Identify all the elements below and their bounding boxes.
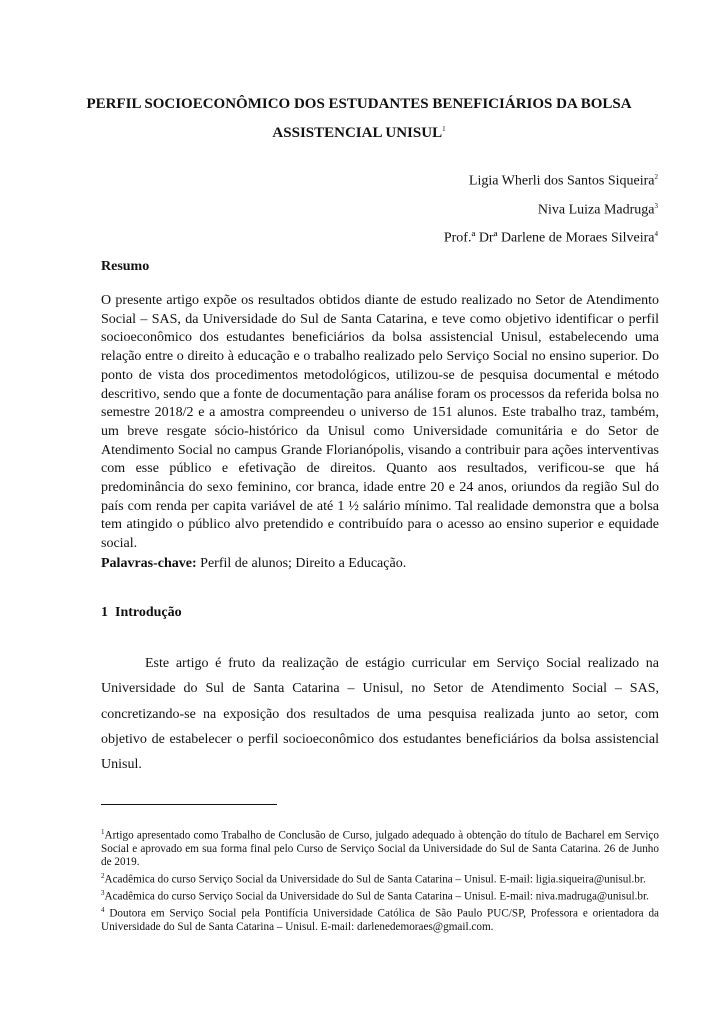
footnote-text: Doutora em Serviço Social pela Pontifícia Universidade Católica de São Paulo PUC/SP, Professora e orientadora da Universidade do Sul de Santa Catarina – Unisul. E-mail: darlenedemoraes@gmail.com. [101,907,659,933]
footnotes [101,826,659,934]
author-list [444,165,658,251]
footnote-text: Acadêmica do curso Serviço Social da Universidade do Sul de Santa Catarina – Unisul. E-mail: niva.madruga@unisul.br. [104,890,649,903]
footnote-separator [101,804,277,805]
section-number: 1 [101,605,108,620]
author-name: Prof.ª Drª Darlene de Moraes Silveira [443,230,655,246]
footnote-text: Artigo apresentado como Trabalho de Conclusão de Curso, julgado adequado à obtenção do título de Bacharel em Serviço Social e aprovado em sua forma final pelo Curso de Serviço Social da Universidade do Sul de Santa Catarina. 26 de Junho de 2019. [101,829,659,869]
keywords-label: Palavras-chave: [101,556,197,571]
section-title: Introdução [115,605,182,620]
keywords-text: Perfil de alunos; Direito a Educação. [200,556,407,571]
abstract-heading: Resumo [101,259,150,274]
author-1 [444,165,658,194]
paper-title [60,92,658,146]
footnote-ref: 3 [101,888,105,897]
footnote-ref: 1 [101,828,105,836]
footnote-ref: 4 [101,905,105,914]
footnote-1 [101,826,659,870]
author-footnote-ref: 2 [654,173,658,181]
title-line-2: ASSISTENCIAL UNISUL [272,125,443,141]
abstract-text: O presente artigo expõe os resultados obtidos diante de estudo realizado no Setor de Atendimento Social – SAS, da Universidade do Sul de Santa Catarina, e teve como objetivo identificar o perfil socioeconômico dos estudantes beneficiários da bolsa assistencial Unisul, estabelecendo uma relação entre o direito à educação e o trabalho realizado pelo Serviço Social no ensino superior. Do ponto de vista dos procedimentos metodológicos, utilizou-se de pesquisa documental e método descritivo, sendo que a fonte de documentação para análise foram os processos da referida bolsa no semestre 2018/2 e a amostra compreendeu o universo de 151 alunos. Este trabalho traz, também, um breve resgate sócio-histórico da Unisul como Universidade comunitária e do Setor de Atendimento Social no campus Grande Florianópolis, visando a contribuir para ações interventivas com esse público e efetivação de direitos. Quanto aos resultados, verificou-se que há predominância do sexo feminino, cor branca, idade entre 20 e 24 anos, oriundos da região Sul do país com renda per capita variável de até 1 ½ salário mínimo. Tal realidade demonstra que a bolsa tem atingido o público alvo pretendido e contribuído para o acesso ao ensino superior e equidade social. [101,293,659,552]
footnote-ref: 2 [101,871,105,880]
author-3 [444,222,658,251]
author-footnote-ref: 3 [654,201,658,210]
author-2 [444,194,658,223]
footnote-4 [101,904,659,934]
keywords [101,556,406,572]
author-name: Ligia Wherli dos Santos Siqueira [468,173,655,189]
section-heading-introduction [101,605,182,621]
footnote-2 [101,870,659,887]
author-name: Niva Luiza Madruga [537,202,655,218]
footnote-text: Acadêmica do curso Serviço Social da Universidade do Sul de Santa Catarina – Unisul. E-mail: ligia.siqueira@unisul.br. [104,873,646,886]
title-footnote-ref: 1 [442,125,446,133]
title-line-1: PERFIL SOCIOECONÔMICO DOS ESTUDANTES BENEFICIÁRIOS DA BOLSA [86,96,632,112]
introduction-paragraph: Este artigo é fruto da realização de estágio curricular em Serviço Social realizado na Universidade do Sul de Santa Catarina – Unisul, no Setor de Atendimento Social – SAS, concretizando-se na exposição dos resultados de uma pesquisa realizada junto ao setor, com objetivo de estabelecer o perfil socioeconômico dos estudantes beneficiários da bolsa assistencial Unisul. [101,656,659,773]
author-footnote-ref: 4 [654,230,658,239]
footnote-3 [101,887,659,904]
